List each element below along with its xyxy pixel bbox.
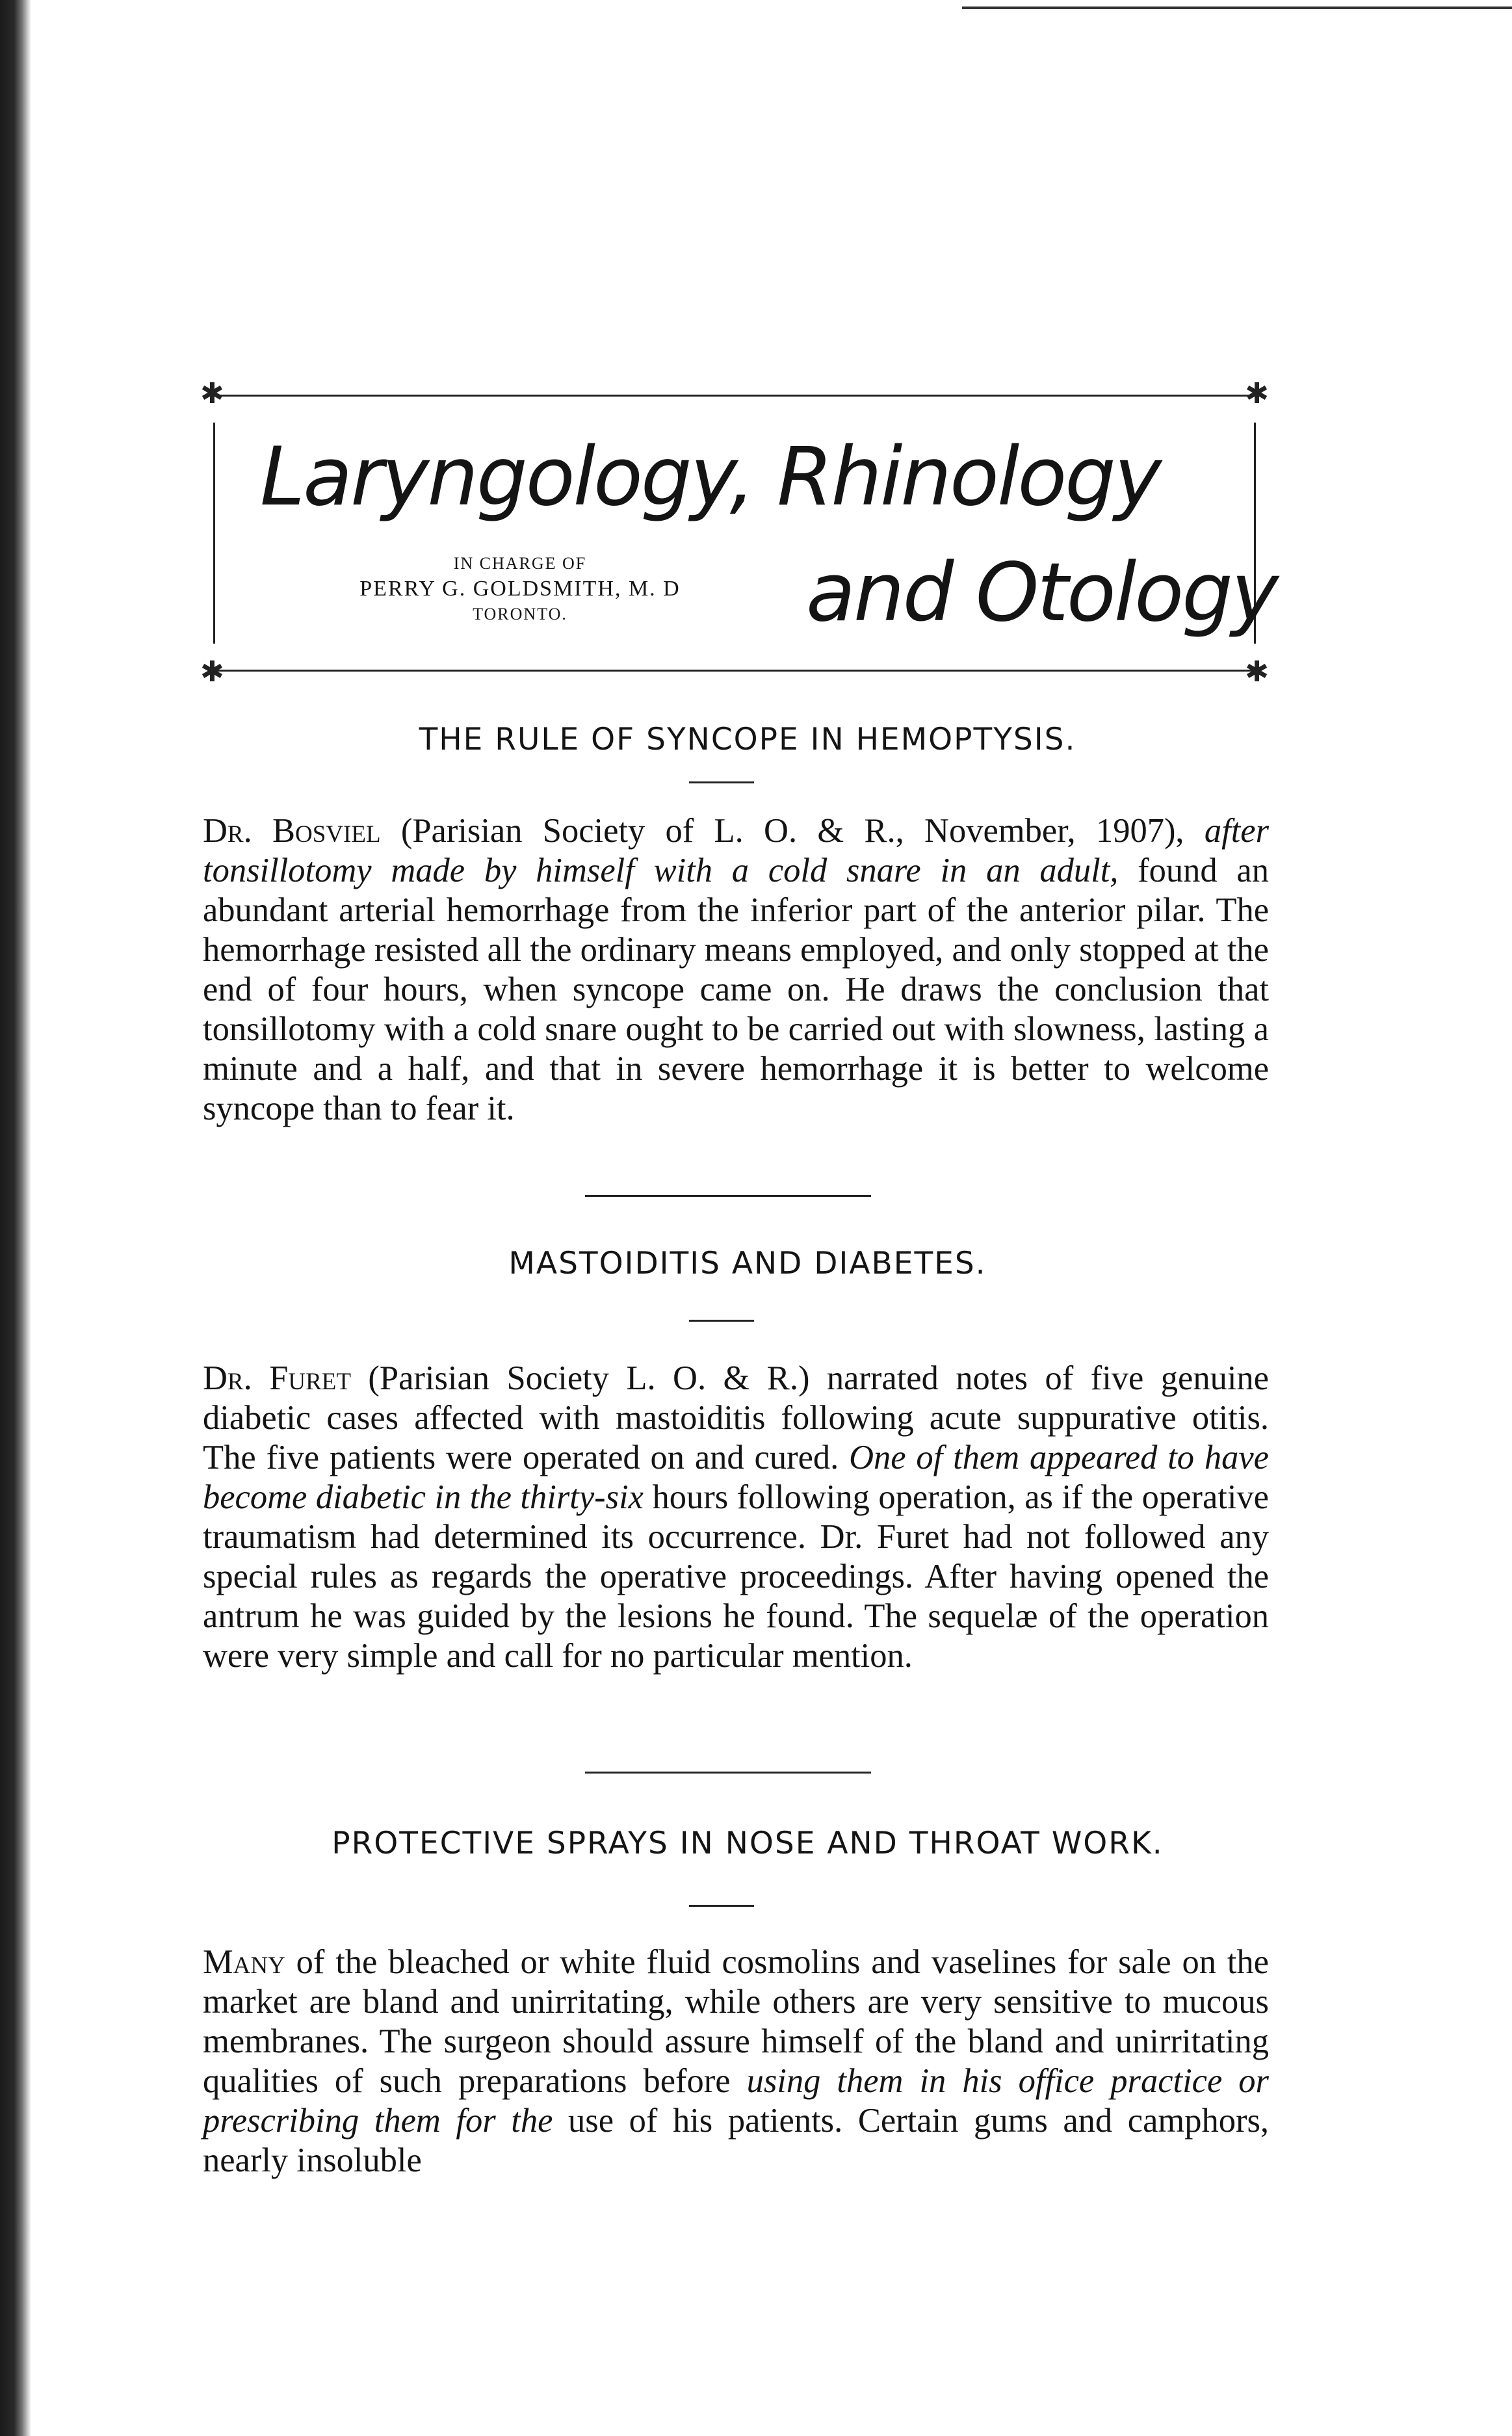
editor-name: PERRY G. GOLDSMITH, M. D — [359, 577, 681, 601]
ornament-star-icon: ✱ — [200, 655, 224, 688]
ornament-star-icon: ✱ — [1245, 655, 1269, 688]
top-rule — [962, 7, 1512, 9]
lead-name: Dr. Furet — [203, 1359, 351, 1397]
section-title-line2: and Otology — [806, 546, 1277, 640]
editor-prefix: IN CHARGE OF — [453, 554, 587, 573]
section-title-line1: Laryngology, Rhinology — [260, 430, 1160, 524]
header-left-rule — [213, 423, 215, 644]
article-separator — [585, 1772, 871, 1774]
article-body: Dr. Bosviel (Parisian Society of L. O. & R., November, 1907), after tonsillotomy made by himself with a cold snare in an adult, found an abundant arterial hemorrhage from the inferior part of the anterior pilar. The hemorrhage resisted all the ordinary means employed, and only stopped at the end of four hours, when syncope came on. He draws the conclusion that tonsillotomy with a cold snare ought to be carried out with slowness, lasting a minute and a half, and that in severe hemorrhage it is better to welcome syncope than to fear it. — [203, 812, 1270, 1127]
article-separator — [585, 1195, 871, 1197]
editor-city: TORONTO. — [473, 605, 567, 623]
section-header — [200, 377, 1277, 688]
section-editor — [332, 553, 709, 625]
title-rule — [689, 781, 754, 783]
article-body: Dr. Furet (Parisian Society L. O. & R.) narrated notes of five genuine diabetic cases affected with mastoiditis following acute suppurative otitis. The five patients were operated on and cured. One of them appeared to have become diabetic in the thirty-six hours following operation, as if the operative traumatism had determined its occurrence. Dr. Furet had not followed any special rules as regards the operative proceedings. After having opened the antrum he was guided by the lesions he found. The sequelæ of the operation were very simple and call for no particular mention. — [203, 1359, 1269, 1675]
article-body: Many of the bleached or white fluid cosmolins and vaselines for sale on the market are bland and unirritating, while others are very sensitive to mucous membranes. The surgeon should assure himself of the bland and unirritating qualities of such preparations before using them in his office practice or prescribing them for the use of his patients. Certain gums and camphors, nearly insoluble — [203, 1943, 1269, 2179]
article-title: PROTECTIVE SPRAYS IN NOSE AND THROAT WORK. — [332, 1826, 1164, 1861]
article-title: MASTOIDITIS AND DIABETES. — [508, 1246, 987, 1281]
lead-name: Dr. Bosviel — [203, 812, 381, 850]
ornament-star-icon: ✱ — [1245, 377, 1269, 410]
article-title: THE RULE OF SYNCOPE IN HEMOPTYSIS. — [419, 722, 1076, 757]
title-rule — [689, 1905, 754, 1907]
scan-edge — [0, 0, 31, 2436]
lead-name: Many — [203, 1943, 285, 1981]
title-rule — [689, 1320, 754, 1322]
ornament-star-icon: ✱ — [200, 377, 224, 410]
